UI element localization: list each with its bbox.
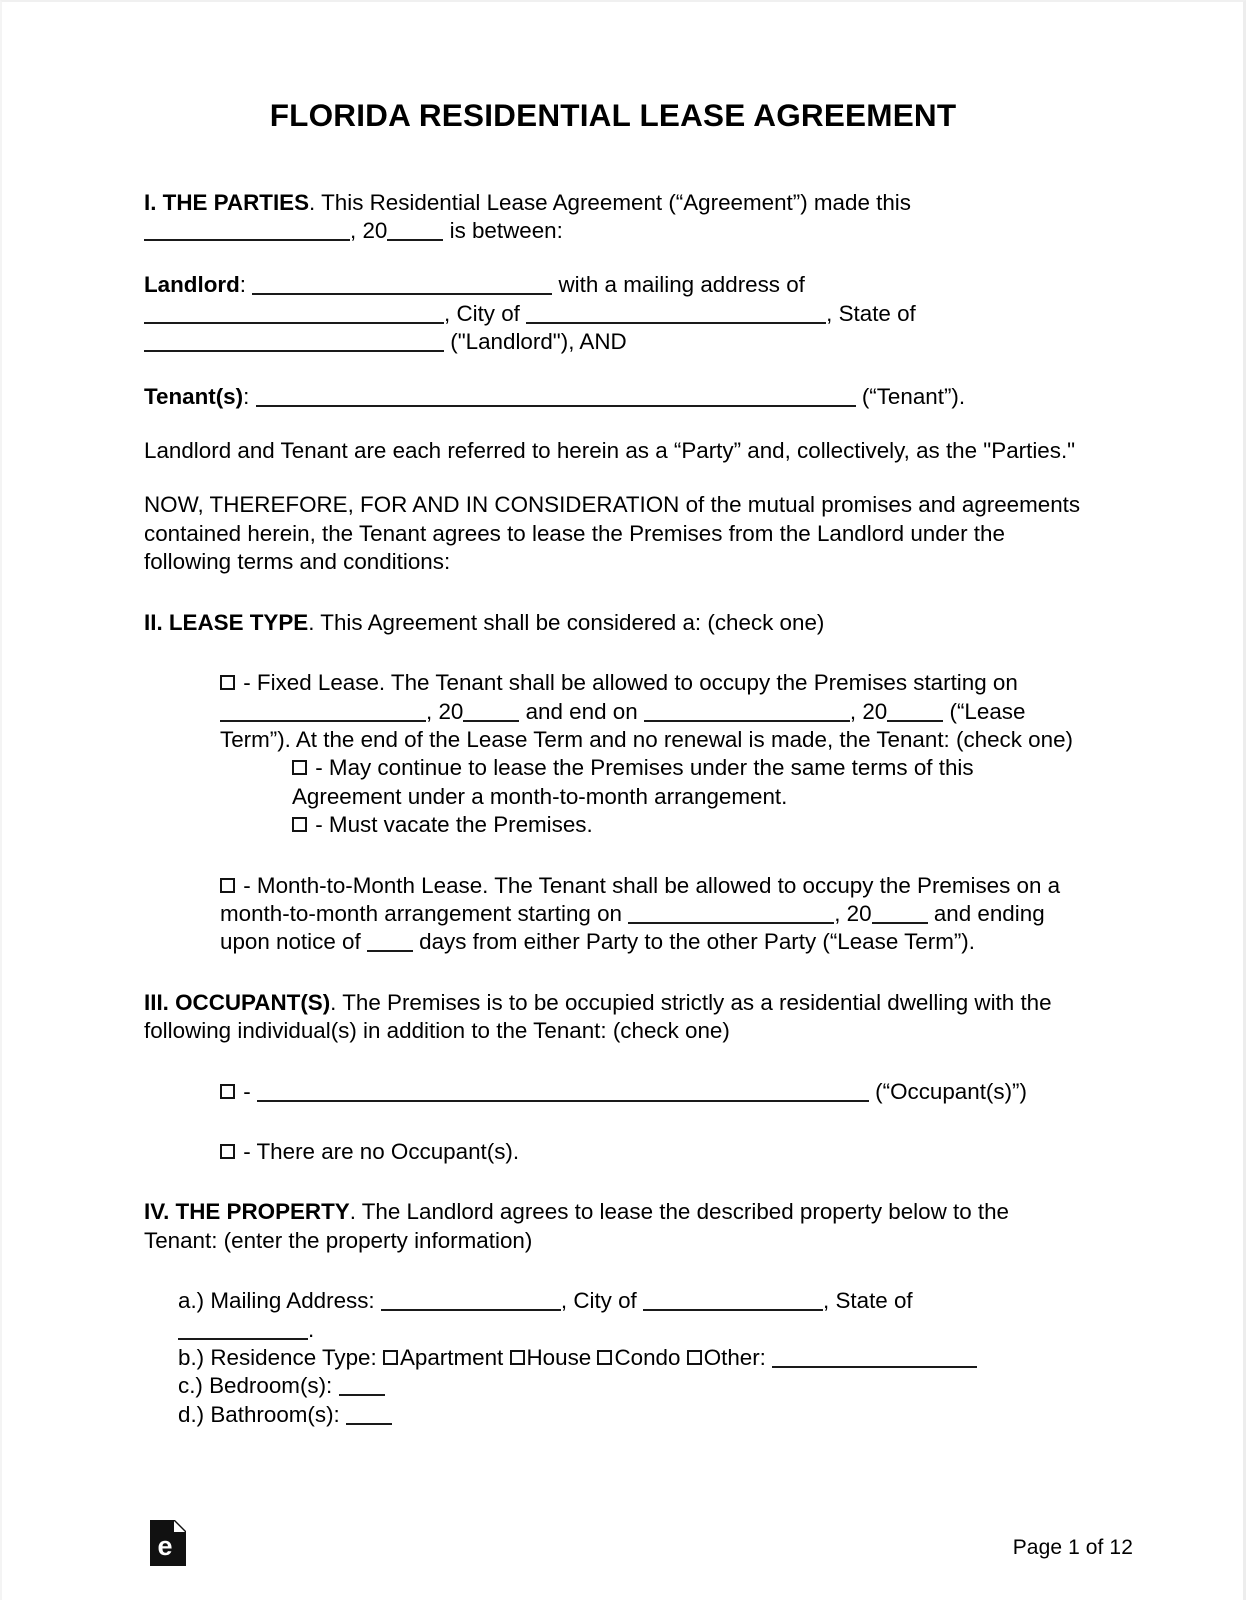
- fixed-start-year-blank[interactable]: [463, 701, 519, 722]
- bathrooms-blank[interactable]: [346, 1404, 392, 1425]
- landlord-state-text: , State of: [826, 300, 916, 326]
- checkbox-residence-other[interactable]: [687, 1350, 702, 1365]
- property-bathrooms-label: d.) Bathroom(s):: [178, 1401, 340, 1427]
- fixed-lease-text-b: , 20: [426, 698, 464, 724]
- consideration-paragraph: [144, 491, 1082, 576]
- suboption-vacate-text: - Must vacate the Premises.: [315, 812, 593, 838]
- occupants-intro: . The Premises is to be occupied strictly as a residential dwelling with the following individual(s) in addition to the Tenant: (check one): [144, 989, 1052, 1044]
- mtm-text-a: - Month-to-Month Lease. The Tenant shall be allowed to occupy the Premises on a month-to-month arrangement starting on: [220, 872, 1061, 926]
- lease-option-fixed[interactable]: [220, 669, 1082, 754]
- residence-other-blank[interactable]: [772, 1347, 977, 1368]
- section-occupants-intro: [144, 989, 1082, 1046]
- fixed-lease-text-c: and end on: [525, 698, 638, 724]
- landlord-mailing-text: with a mailing address of: [558, 272, 805, 298]
- tenant-colon: :: [243, 383, 250, 409]
- property-city-blank[interactable]: [643, 1290, 823, 1311]
- property-address-blank[interactable]: [381, 1290, 561, 1311]
- landlord-city-blank[interactable]: [526, 303, 826, 324]
- occupant-option-none[interactable]: [220, 1138, 1082, 1166]
- landlord-label: Landlord: [144, 272, 240, 298]
- occupant-option-list[interactable]: [220, 1078, 1082, 1106]
- tenant-name-blank[interactable]: [256, 386, 856, 407]
- residence-apartment-label: Apartment: [399, 1345, 504, 1371]
- checkbox-fixed-lease[interactable]: [220, 675, 235, 690]
- landlord-address-blank[interactable]: [144, 303, 444, 324]
- property-period: .: [308, 1316, 315, 1342]
- date-day-blank[interactable]: [144, 220, 350, 241]
- section-lease-type-intro: [144, 609, 1082, 637]
- parties-intro-b: , 20: [350, 218, 388, 244]
- landlord-name-blank[interactable]: [252, 274, 552, 295]
- section-heading-lease-type: II. LEASE TYPE: [144, 609, 309, 635]
- parties-definition-paragraph: Landlord and Tenant are each referred to herein as a “Party” and, collectively, as the "Parties.": [144, 438, 1076, 464]
- fixed-end-date-blank[interactable]: [644, 701, 850, 722]
- landlord-state-blank[interactable]: [144, 331, 444, 352]
- mtm-text-d: days from either Party to the other Party (“Lease Term”).: [419, 929, 975, 955]
- page-title: FLORIDA RESIDENTIAL LEASE AGREEMENT: [269, 97, 957, 133]
- checkbox-must-vacate[interactable]: [292, 817, 307, 832]
- property-state-blank[interactable]: [178, 1319, 308, 1340]
- mtm-text-b: , 20: [834, 900, 872, 926]
- checkbox-residence-apartment[interactable]: [383, 1350, 398, 1365]
- landlord-colon: :: [239, 272, 247, 298]
- fixed-lease-text-d: , 20: [849, 698, 888, 724]
- page-footer: [144, 1514, 1133, 1584]
- landlord-suffix: ("Landlord"), AND: [450, 329, 627, 355]
- property-city-text: , City of: [560, 1288, 637, 1314]
- landlord-block: [144, 271, 1082, 356]
- mtm-start-year-blank[interactable]: [872, 903, 928, 924]
- section-heading-occupants: III. OCCUPANT(S): [144, 989, 331, 1015]
- parties-intro-c: is between:: [449, 218, 563, 244]
- property-mailing-label: a.) Mailing Address:: [178, 1288, 375, 1314]
- property-item-d: [178, 1401, 1082, 1429]
- occupant-none-text: - There are no Occupant(s).: [243, 1138, 520, 1164]
- checkbox-continue-month-to-month[interactable]: [292, 760, 307, 775]
- bedrooms-blank[interactable]: [339, 1375, 385, 1396]
- occupant-suffix: (“Occupant(s)”): [875, 1078, 1027, 1104]
- property-intro: . The Landlord agrees to lease the described property below to the Tenant: (enter the property information): [144, 1199, 1010, 1253]
- section-heading-property: IV. THE PROPERTY: [144, 1199, 350, 1225]
- fixed-end-year-blank[interactable]: [887, 701, 943, 722]
- property-item-c: [178, 1372, 1082, 1400]
- eforms-logo-icon: [150, 1520, 186, 1566]
- property-residence-type-label: b.) Residence Type:: [178, 1345, 377, 1371]
- tenant-label: Tenant(s): [144, 383, 244, 409]
- consideration-lead: NOW, THEREFORE, FOR AND IN CONSIDERATION: [144, 492, 680, 518]
- lease-suboption-vacate[interactable]: [292, 811, 1082, 839]
- residence-house-label: House: [526, 1345, 592, 1371]
- fixed-start-date-blank[interactable]: [220, 701, 426, 722]
- property-state-text: , State of: [823, 1288, 913, 1314]
- lease-option-month-to-month[interactable]: [220, 872, 1082, 957]
- tenant-suffix: (“Tenant”).: [861, 383, 966, 409]
- date-year-blank[interactable]: [387, 220, 443, 241]
- checkbox-occupants-listed[interactable]: [220, 1084, 235, 1099]
- mtm-notice-days-blank[interactable]: [367, 931, 413, 952]
- document-body: [144, 98, 1082, 1429]
- occupant-names-blank[interactable]: [257, 1081, 869, 1102]
- checkbox-residence-condo[interactable]: [597, 1350, 612, 1365]
- tenant-block: [144, 383, 1082, 411]
- residence-other-label: Other:: [703, 1345, 766, 1371]
- residence-condo-label: Condo: [614, 1345, 681, 1371]
- property-bedrooms-label: c.) Bedroom(s):: [178, 1373, 333, 1399]
- checkbox-residence-house[interactable]: [510, 1350, 525, 1365]
- fixed-lease-text-e: (“Lease Term”). At the end of the Lease Term and no renewal is made, the Tenant: (check one): [220, 698, 1073, 752]
- suboption-continue-text: - May continue to lease the Premises under the same terms of this Agreement under a month-to-month arrangement.: [292, 755, 974, 809]
- mtm-start-date-blank[interactable]: [628, 903, 834, 924]
- property-item-b: [178, 1344, 1082, 1372]
- mtm-text-c: and ending upon notice of: [220, 900, 1045, 955]
- lease-suboption-continue[interactable]: [292, 754, 1082, 811]
- checkbox-no-occupants[interactable]: [220, 1144, 235, 1159]
- property-item-a: [178, 1287, 1082, 1344]
- page-number: Page 1 of 12: [1012, 1536, 1133, 1559]
- logo-letter-e: e: [157, 1531, 173, 1561]
- occupant-dash: -: [243, 1078, 251, 1104]
- section-parties-intro: [144, 189, 1082, 246]
- lease-type-intro: . This Agreement shall be considered a: (check one): [308, 609, 825, 635]
- consideration-rest: of the mutual promises and agreements contained herein, the Tenant agrees to lease the Premises from the Landlord under the following terms and conditions:: [144, 492, 1081, 575]
- section-property-intro: [144, 1198, 1082, 1255]
- fixed-lease-text-a: - Fixed Lease. The Tenant shall be allowed to occupy the Premises starting on: [243, 670, 1018, 696]
- section-heading-parties: I. THE PARTIES: [144, 189, 310, 215]
- landlord-city-text: , City of: [444, 300, 520, 326]
- checkbox-month-to-month-lease[interactable]: [220, 878, 235, 893]
- parties-intro-a: . This Residential Lease Agreement (“Agreement”) made this: [309, 189, 911, 215]
